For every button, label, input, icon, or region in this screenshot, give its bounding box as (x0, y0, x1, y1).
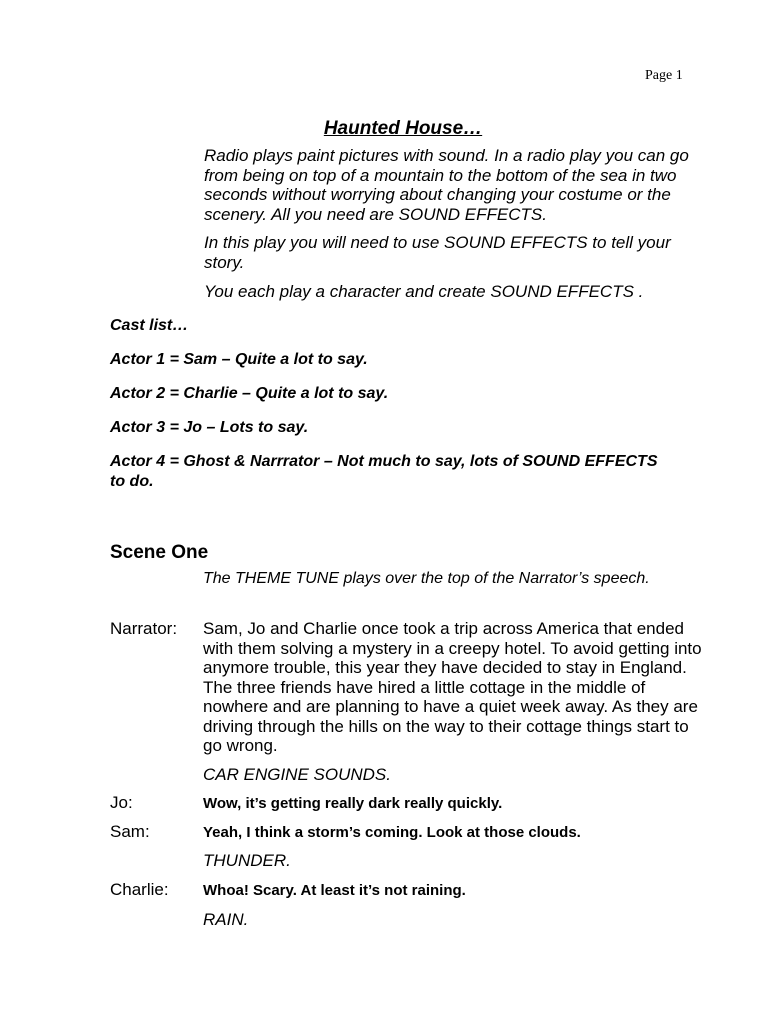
document-title: Haunted House… (323, 118, 483, 139)
speaker-name: Charlie: (110, 880, 169, 899)
intro-paragraph: You each play a character and create SOUND EFFECTS . (204, 282, 644, 301)
cast-member: Actor 1 = Sam – Quite a lot to say. (110, 351, 368, 368)
speaker-name: Jo: (110, 793, 133, 812)
cast-member: Actor 3 = Jo – Lots to say. (110, 419, 309, 436)
stage-direction: The THEME TUNE plays over the top of the Narrator’s speech. (203, 570, 650, 587)
cast-list-heading: Cast list… (110, 317, 189, 334)
dialogue-line: Sam, Jo and Charlie once took a trip across America that ended with them solving a mystery in a creepy hotel. To avoid getting into anymore trouble, this year they have decided to stay in England. The three friends have hired a little cottage in the middle of nowhere and are planning to have a quiet week away. As they are driving through the hills on the way to their cottage things start to go wrong. (203, 619, 702, 755)
cast-member: Actor 2 = Charlie – Quite a lot to say. (110, 385, 389, 402)
speaker-name: Narrator: (110, 619, 178, 638)
cast-member: Actor 4 = Ghost & Narrrator – Not much to say, lots of SOUND EFFECTS to do. (110, 453, 658, 490)
intro-paragraph: Radio plays paint pictures with sound. In a radio play you can go from being on top of a mountain to the bottom of the sea in two seconds without worrying about changing your costume or the scenery. All you need are SOUND EFFECTS. (204, 146, 689, 224)
dialogue-line: Yeah, I think a storm’s coming. Look at those clouds. (203, 824, 581, 841)
sound-effect-direction: CAR ENGINE SOUNDS. (203, 765, 391, 784)
page-number: Page 1 (645, 68, 683, 83)
speaker-name: Sam: (110, 822, 150, 841)
sound-effect-direction: RAIN. (203, 910, 249, 929)
dialogue-line: Wow, it’s getting really dark really quickly. (203, 795, 503, 812)
intro-paragraph: In this play you will need to use SOUND EFFECTS to tell your story. (204, 233, 671, 272)
scene-heading: Scene One (110, 542, 209, 563)
dialogue-line: Whoa! Scary. At least it’s not raining. (203, 882, 466, 899)
sound-effect-direction: THUNDER. (203, 851, 291, 870)
